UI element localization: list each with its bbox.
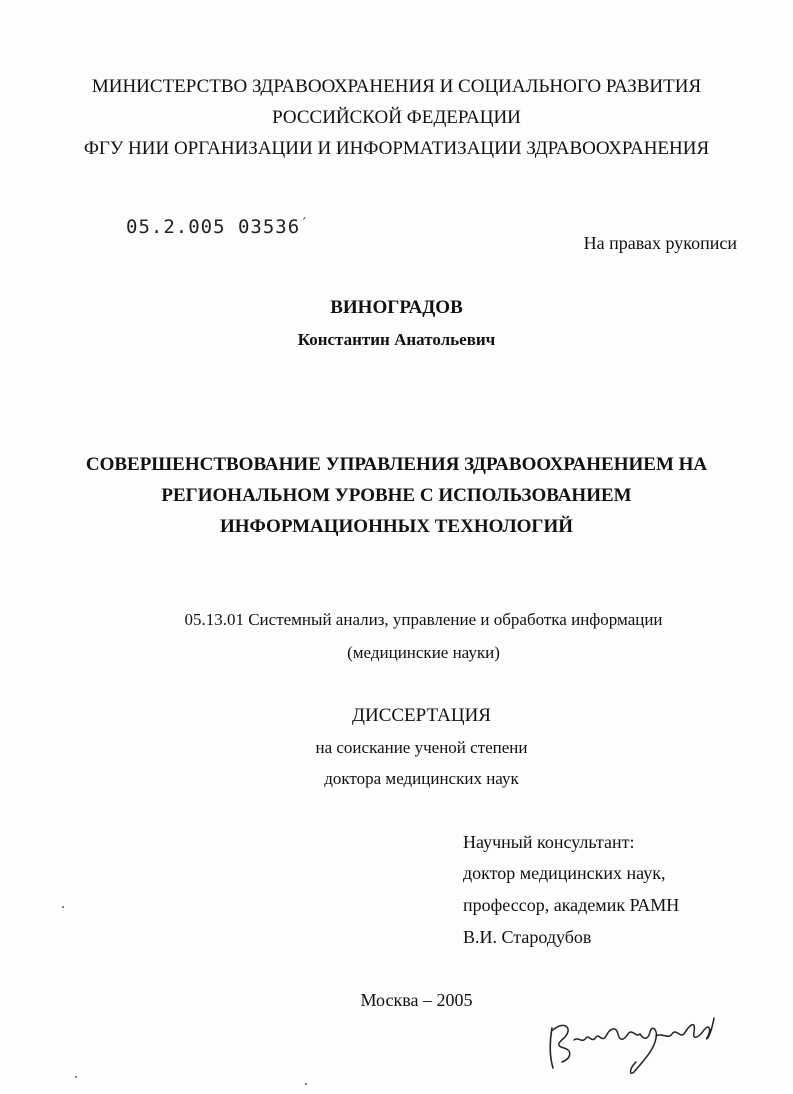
institute-line: ФГУ НИИ ОРГАНИЗАЦИИ И ИНФОРМАТИЗАЦИИ ЗДРАВООХРАНЕНИЯ: [83, 138, 710, 159]
thesis-title-line-2: РЕГИОНАЛЬНОМ УРОВНЕ С ИСПОЛЬЗОВАНИЕМ: [161, 485, 632, 506]
dissertation-label: ДИССЕРТАЦИЯ: [352, 705, 491, 726]
manuscript-note: На правах рукописи: [583, 233, 737, 253]
consultant-label: Научный консультант:: [463, 832, 635, 852]
city-year: Москва – 2005: [360, 990, 473, 1010]
degree-line-2: доктора медицинских наук: [324, 769, 519, 788]
consultant-title: профессор, академик РАМН: [463, 895, 680, 915]
consultant-name: В.И. Стародубов: [463, 927, 592, 947]
scan-speck: [305, 1083, 307, 1085]
scan-speck: [75, 1076, 77, 1078]
thesis-title-line-1: СОВЕРШЕНСТВОВАНИЕ УПРАВЛЕНИЯ ЗДРАВООХРАНЕНИЕМ НА: [85, 454, 708, 475]
thesis-title-line-3: ИНФОРМАЦИОННЫХ ТЕХНОЛОГИЙ: [219, 516, 574, 537]
registry-code-stamp: [126, 216, 308, 238]
degree-line-1: на соискание ученой степени: [315, 738, 528, 757]
author-name: Константин Анатольевич: [297, 330, 496, 349]
stamp-tick-mark: ´: [300, 216, 309, 230]
specialty-line-2: (медицинские науки): [347, 643, 500, 662]
author-signature: [544, 1010, 719, 1080]
ministry-line-2: РОССИЙСКОЙ ФЕДЕРАЦИИ: [272, 107, 521, 128]
consultant-degree: доктор медицинских наук,: [463, 863, 666, 883]
ministry-line-1: МИНИСТЕРСТВО ЗДРАВООХРАНЕНИЯ И СОЦИАЛЬНОГО РАЗВИТИЯ: [91, 76, 702, 97]
specialty-line-1: 05.13.01 Системный анализ, управление и обработка информации: [184, 610, 663, 629]
author-surname: ВИНОГРАДОВ: [330, 297, 463, 318]
registry-code-text: 05.2.005 03536: [126, 216, 301, 238]
scan-speck: [62, 906, 64, 908]
